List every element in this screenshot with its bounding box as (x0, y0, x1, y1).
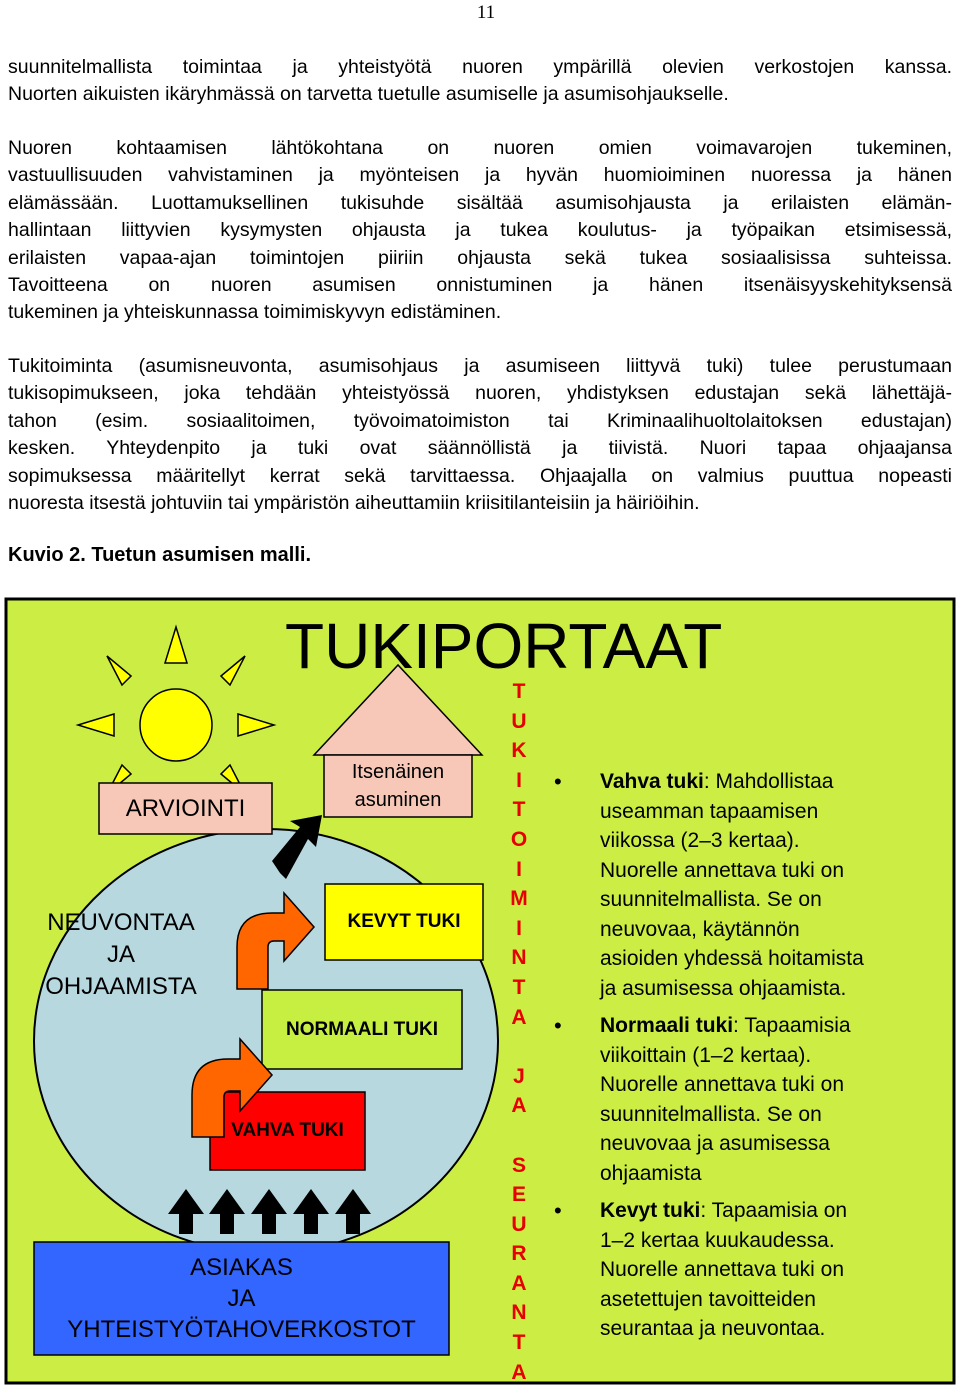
paragraph-line: tukisopimukseen, joka tehdään yhteistyössä nuoren, yhdistyksen edustajan sekä lähettäjä- (8, 382, 952, 405)
bullet-line (600, 1100, 952, 1130)
bullet-text: Nuorelle annettava tuki on (600, 1258, 844, 1281)
bullet-icon: • (554, 1013, 562, 1038)
bullet-text: viikossa (2–3 kertaa). (600, 829, 800, 852)
asiakas-line-3: YHTEISTYÖTAHOVERKOSTOT (67, 1316, 416, 1343)
bullet-text: seurantaa ja neuvontaa. (600, 1317, 826, 1340)
vertical-letter: T (512, 975, 526, 999)
vertical-letter: O (510, 827, 528, 851)
vertical-letter: I (516, 857, 522, 881)
vertical-letter: A (511, 1005, 527, 1029)
itsenainen-asuminen-label (324, 755, 472, 817)
paragraph-line: tahon (esim. sosiaalitoimen, työvoimatoimiston tai Kriminaalihuoltolaitoksen edustajan) (8, 409, 952, 432)
paragraph-line: kesken. Yhteydenpito ja tuki ovat säännöllistä ja tiivistä. Nuori tapaa ohjaajansa (8, 437, 952, 460)
bullet-line (600, 915, 952, 945)
bullet-text: Nuorelle annettava tuki on (600, 1073, 844, 1096)
neuvontaa-line-2: JA (106, 941, 135, 968)
support-levels-list (552, 767, 952, 1344)
bullet-line (600, 1285, 952, 1315)
vertical-letter: N (511, 1301, 527, 1325)
bullet-line (600, 856, 952, 886)
bullet-icon: • (554, 1198, 562, 1223)
vertical-letter: A (511, 1094, 527, 1118)
vertical-letter: M (510, 887, 528, 911)
vertical-letter: U (511, 1212, 527, 1236)
bullet-line (600, 826, 952, 856)
vertical-letter: A (511, 1271, 527, 1295)
bullet-text: neuvovaa, käytännön (600, 917, 800, 941)
bullet-text: asetettujen tavoitteiden (600, 1287, 816, 1311)
bullet-line (600, 1041, 952, 1071)
vertical-letter: I (516, 768, 522, 792)
bullet-line (600, 1226, 952, 1256)
bullet-text: useamman tapaamisen (600, 799, 819, 823)
vertical-letter: S (511, 1153, 526, 1177)
paragraph-line: tukeminen ja yhteiskunnassa toimimiskyvyn edistäminen. (8, 301, 502, 324)
support-level-item (552, 767, 952, 1003)
bullet-text: : Mahdollistaa (703, 770, 834, 793)
bullet-line (600, 1196, 952, 1226)
neuvontaa-label (26, 905, 216, 1005)
neuvontaa-line-1: NEUVONTAA (47, 909, 195, 936)
bullet-line (600, 1314, 952, 1344)
bullet-line (600, 1070, 952, 1100)
bullet-line (600, 1129, 952, 1159)
asiakas-line-1: ASIAKAS (190, 1254, 293, 1281)
paragraph-line: hallintaan liittyvien kysymysten ohjausta ja tukea koulutus- ja työpaikan etsimisessä, (8, 219, 952, 242)
bullet-text: 1–2 kertaa kuukaudessa. (600, 1228, 835, 1252)
bullet-line (600, 767, 952, 797)
bullet-line (600, 885, 952, 915)
vahva-tuki-label: VAHVA TUKI (231, 1120, 344, 1141)
bullet-text: : Tapaamisia on (700, 1199, 848, 1222)
paragraph-line: elämässään. Luottamuksellinen tukisuhde sisältää asumisohjausta ja erilaisten elämän- (8, 191, 952, 214)
vertical-letter: U (511, 709, 527, 733)
bullet-text: viikoittain (1–2 kertaa). (600, 1043, 812, 1067)
bullet-text: suunnitelmallista. Se on (600, 888, 822, 911)
vertical-letter: T (512, 1331, 526, 1355)
paragraph-line: vastuullisuuden vahvistaminen ja myönteisen ja hyvän huomioiminen nuoressa ja hänen (8, 164, 952, 187)
paragraph-3 (8, 353, 952, 517)
vertical-letter (507, 1032, 531, 1062)
page-number: 11 (476, 2, 496, 23)
vertical-letter: T (512, 680, 526, 703)
support-level-term: Vahva tuki (600, 770, 704, 793)
support-level-item (552, 1011, 952, 1188)
paragraph-line: Tukitoiminta (asumisneuvonta, asumisohjaus ja asumiseen liittyvä tuki) tulee perustumaan (8, 355, 952, 377)
kevyt-tuki-label: KEVYT TUKI (347, 911, 461, 932)
paragraph-line: Nuoren kohtaamisen lähtökohtana on nuoren omien voimavarojen tukeminen, (8, 137, 952, 159)
paragraph-line: sopimuksessa määritellyt kerrat sekä tarvittaessa. Ohjaajalla on valmius puuttua nopeasti (8, 464, 952, 487)
figure-caption: Kuvio 2. Tuetun asumisen malli. (8, 544, 312, 566)
bullet-text: ohjaamista (600, 1161, 702, 1185)
bullet-line (600, 1255, 952, 1285)
bullet-line (600, 797, 952, 827)
vertical-letter: I (516, 916, 522, 940)
paragraph-line: Nuorten aikuisten ikäryhmässä on tarvetta tuetulle asumiselle ja asumisohjaukselle. (8, 83, 729, 106)
arviointi-label: ARVIOINTI (125, 794, 246, 822)
tukitoiminta-vertical-text (507, 677, 531, 1387)
bullet-line (600, 1011, 952, 1041)
neuvontaa-line-3: OHJAAMISTA (45, 973, 197, 1000)
paragraph-line: suunnitelmallista toimintaa ja yhteistyötä nuoren ympärillä olevien verkostojen kanssa. (8, 56, 952, 78)
support-level-term: Kevyt tuki (600, 1199, 701, 1222)
bullet-text: ja asumisessa ohjaamista. (600, 976, 847, 1000)
vertical-letter: N (511, 946, 527, 970)
paragraph-line: erilaisten vapaa-ajan toimintojen piiriin ohjausta sekä tukea sosiaalisissa suhteissa. (8, 246, 952, 269)
support-level-item (552, 1196, 952, 1344)
paragraph-1 (8, 54, 952, 109)
vertical-letter: R (511, 1242, 527, 1266)
bullet-line (600, 944, 952, 974)
bullet-line (600, 1159, 952, 1189)
itsenainen-line-1: Itsenäinen (351, 761, 445, 783)
bullet-line (600, 974, 952, 1004)
bullet-text: : Tapaamisia (733, 1014, 851, 1037)
asiakas-label (34, 1242, 449, 1355)
vertical-letter (507, 1121, 531, 1151)
figure-title: TUKIPORTAAT (285, 610, 723, 682)
vertical-letter: J (513, 1064, 525, 1088)
paragraph-line: Tavoitteena on nuoren asumisen onnistuminen ja hänen itsenäisyyskehityksensä (8, 274, 952, 297)
vertical-letter: A (511, 1360, 527, 1384)
bullet-icon: • (554, 769, 562, 794)
bullet-text: asioiden yhdessä hoitamista (600, 947, 864, 970)
vertical-letter: K (511, 739, 527, 763)
paragraph-2 (8, 135, 952, 327)
paragraph-line: nuoresta itsestä johtuviin tai ympäristön aiheuttamiin kriisitilanteisiin ja häiriöihin. (8, 492, 700, 515)
asiakas-line-2: JA (227, 1285, 256, 1312)
vertical-letter: T (512, 798, 526, 822)
tukiportaat-figure (4, 597, 956, 1385)
support-level-term: Normaali tuki (600, 1014, 734, 1037)
bullet-text: neuvovaa ja asumisessa (600, 1132, 830, 1155)
bullet-text: Nuorelle annettava tuki on (600, 858, 844, 882)
itsenainen-line-2: asuminen (354, 789, 442, 811)
bullet-text: suunnitelmallista. Se on (600, 1102, 822, 1126)
normaali-tuki-label: NORMAALI TUKI (286, 1018, 438, 1040)
vertical-letter: E (511, 1183, 526, 1207)
